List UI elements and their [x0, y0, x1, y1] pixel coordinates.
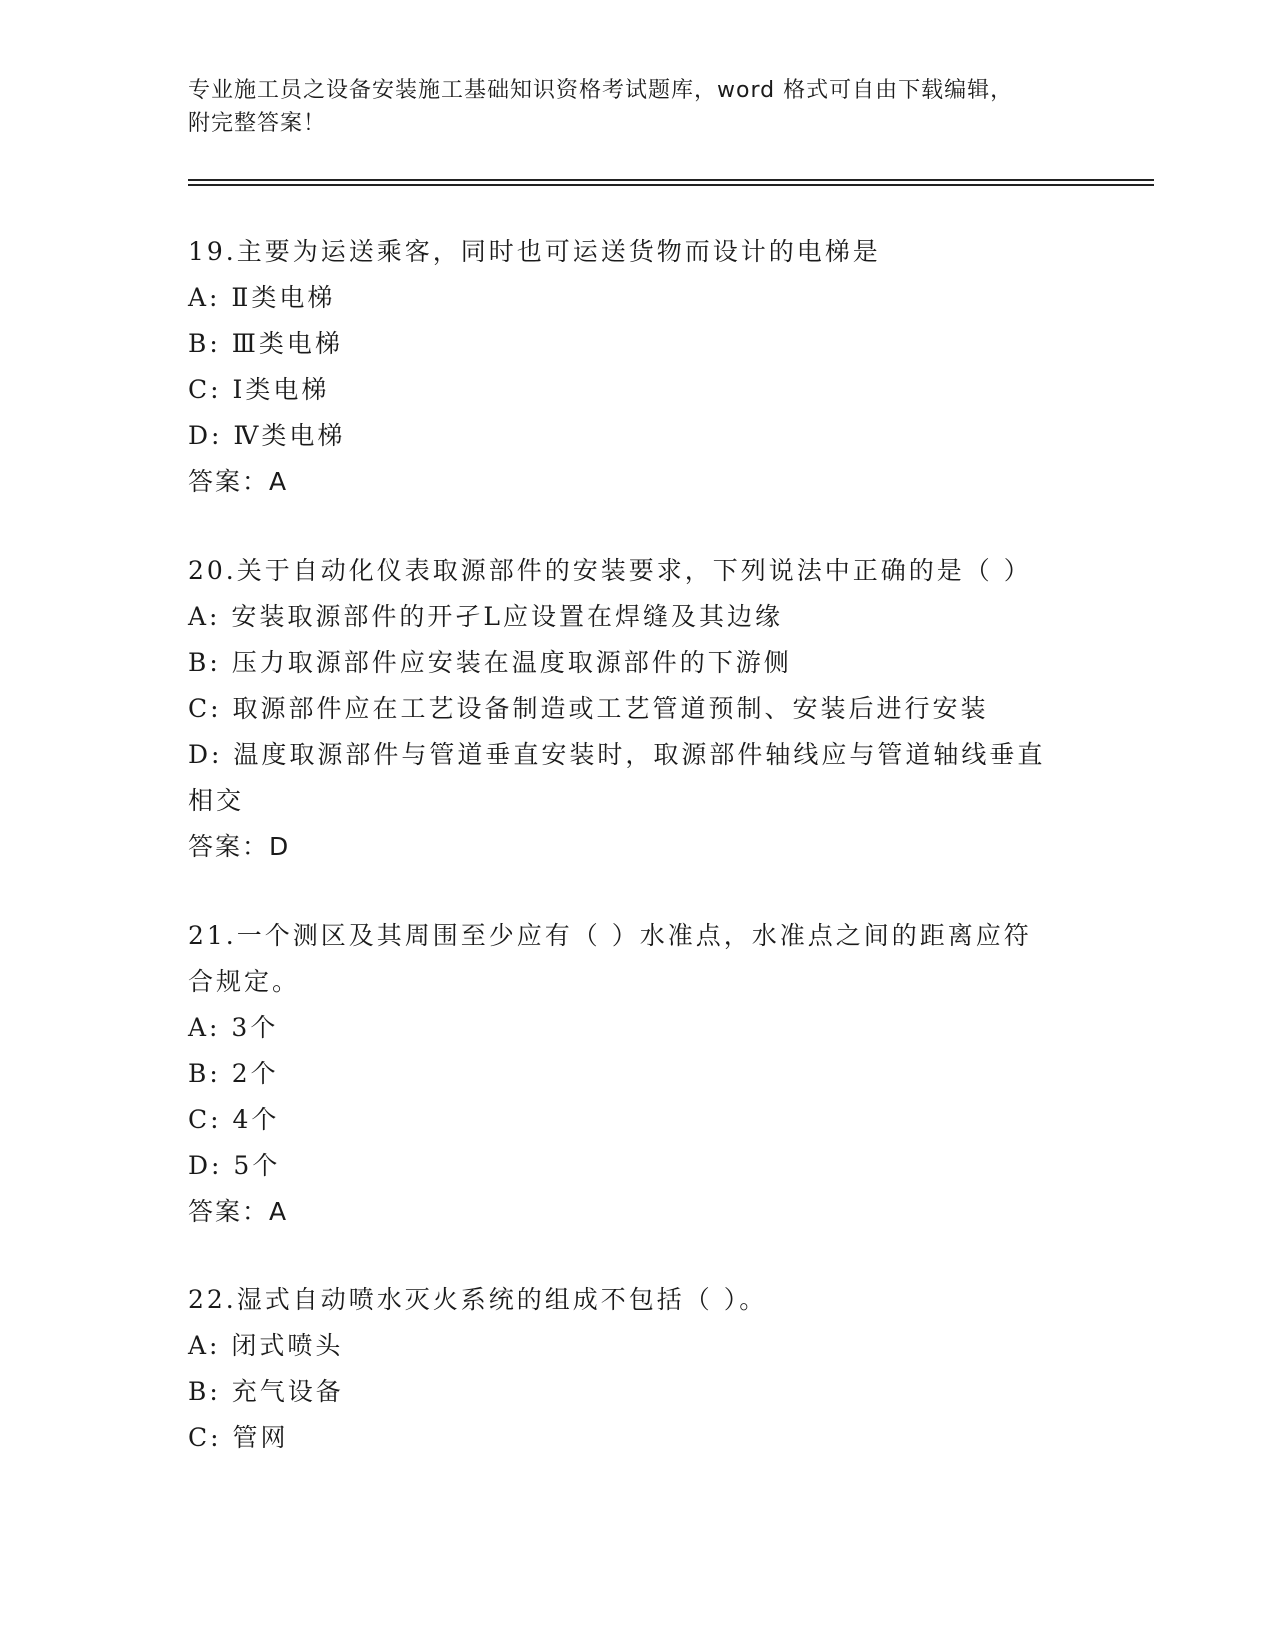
question-stem: 22.湿式自动喷水灭火系统的组成不包括（ ）。 [188, 1285, 768, 1314]
option-c: C: 4个 [188, 1105, 280, 1134]
answer-label: 答案： [188, 1197, 270, 1226]
answer-line [188, 1189, 1088, 1235]
answer-label: 答案： [188, 832, 270, 861]
option-c: C: 管网 [188, 1423, 289, 1452]
answer-label: 答案： [188, 467, 270, 496]
option-d: D: 温度取源部件与管道垂直安装时，取源部件轴线应与管道轴线垂直相交 [188, 740, 1046, 815]
answer-line [188, 459, 1088, 505]
option-b: B: Ⅲ类电梯 [188, 329, 343, 358]
header-line-1: 专业施工员之设备安装施工基础知识资格考试题库，word 格式可自由下载编辑， [188, 78, 1014, 103]
document-header [188, 74, 1088, 140]
answer-line [188, 824, 1088, 870]
option-c: C: Ⅰ类电梯 [188, 375, 330, 404]
header-divider-bottom [188, 184, 1154, 186]
option-a: A: 闭式喷头 [188, 1331, 344, 1360]
option-d: D: 5个 [188, 1151, 281, 1180]
question-stem: 19.主要为运送乘客，同时也可运送货物而设计的电梯是 [188, 237, 881, 266]
option-c: C: 取源部件应在工艺设备制造或工艺管道预制、安装后进行安装 [188, 694, 989, 723]
header-line-2: 附完整答案！ [188, 111, 327, 136]
option-a: A: 安装取源部件的开孑L应设置在焊缝及其边缘 [188, 602, 784, 631]
question-21 [188, 913, 1088, 1235]
option-b: B: 充气设备 [188, 1377, 344, 1406]
option-d: D: Ⅳ类电梯 [188, 421, 346, 450]
question-22 [188, 1277, 1088, 1461]
header-divider-top [188, 179, 1154, 181]
question-19 [188, 229, 1088, 505]
question-stem: 20.关于自动化仪表取源部件的安装要求，下列说法中正确的是（ ） [188, 556, 1032, 585]
question-stem-line-2: 合规定。 [188, 967, 301, 996]
option-b: B: 2个 [188, 1059, 279, 1088]
answer-value: A [269, 1197, 288, 1226]
answer-value: A [269, 467, 288, 496]
option-a: A: 3个 [188, 1013, 279, 1042]
option-a: A: Ⅱ类电梯 [188, 283, 336, 312]
question-20 [188, 548, 1088, 870]
question-stem-line-1: 21.一个测区及其周围至少应有（ ）水准点，水准点之间的距离应符 [188, 921, 1032, 950]
option-b: B: 压力取源部件应安装在温度取源部件的下游侧 [188, 648, 792, 677]
answer-value: D [269, 832, 290, 861]
